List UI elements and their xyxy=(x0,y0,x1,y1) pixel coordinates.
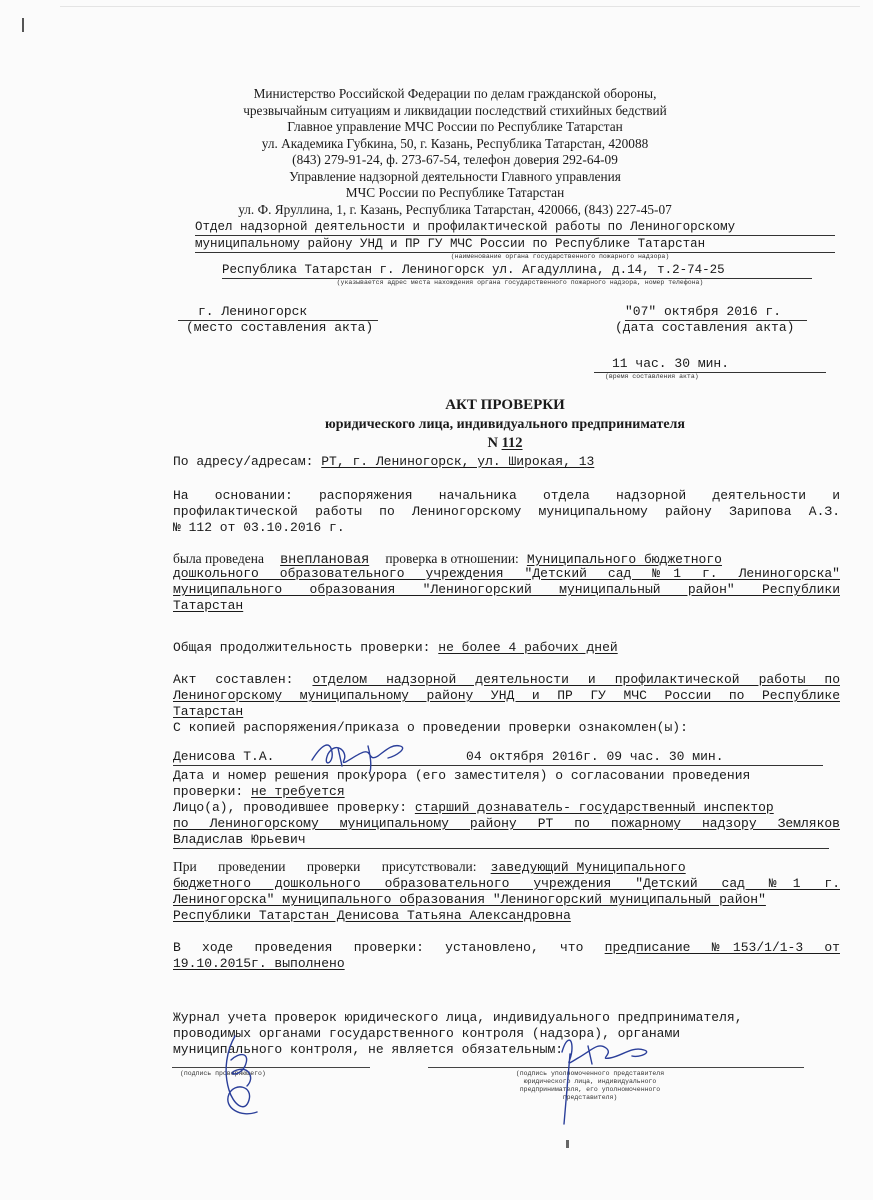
basis-line-3: № 112 от 03.10.2016 г. xyxy=(173,520,345,535)
place-value: г. Лениногорск xyxy=(178,304,378,321)
scan-mark xyxy=(22,18,24,32)
org-line: Главное управление МЧС России по Республике Татарстан xyxy=(287,119,623,134)
org-line: (843) 279-91-24, ф. 273-67-54, телефон доверия 292-64-09 xyxy=(292,152,618,167)
subject-line-3: муниципального образования "Лениногорский муниципальный район" Республики xyxy=(173,582,840,597)
present-line-4: Республики Татарстан Денисова Татьяна Александровна xyxy=(173,908,571,923)
act-number xyxy=(300,434,710,452)
subject-line-1: Муниципального бюджетного xyxy=(526,552,722,567)
subject-line-2: дошкольного образовательного учреждения "Детский сад №1 г. Лениногорска" xyxy=(173,566,840,581)
composed-line-3: Татарстан xyxy=(173,704,244,719)
inspector-line-1: старший дознаватель- государственный инспектор xyxy=(414,800,774,815)
journal-line-3: муниципального контроля, не является обязательным: xyxy=(173,1042,564,1057)
act-number-prefix: N xyxy=(487,435,498,451)
inspection-address-row xyxy=(173,454,840,470)
scan-dot xyxy=(566,1140,569,1148)
duration-value: не более 4 рабочих дней xyxy=(438,640,618,655)
duration-row xyxy=(173,640,840,656)
address-value: РТ, г. Лениногорск, ул. Широкая, 13 xyxy=(321,454,595,469)
date-caption: (дата составления акта) xyxy=(615,320,795,335)
dept-address: Республика Татарстан г. Лениногорск ул. Агадуллина, д.14, т.2-74-25 xyxy=(222,262,812,279)
prosecutor-line-1: Дата и номер решения прокурора (его заместителя) о согласовании проведения xyxy=(173,768,751,783)
org-line: чрезвычайным ситуациям и ликвидации последствий стихийных бедствий xyxy=(243,102,667,118)
copy-label: С копией распоряжения/приказа о проведении проверки ознакомлен(ы): xyxy=(173,720,688,735)
rep-caption-line: юридического лица, индивидуального xyxy=(523,1078,657,1085)
inspector-line-2: по Лениногорскому муниципальному району РТ по пожарному надзору Земляков xyxy=(173,816,840,831)
place-caption: (место составления акта) xyxy=(186,320,374,335)
conducted-type: внеплановая xyxy=(280,553,370,568)
scan-edge xyxy=(60,6,860,7)
rep-caption-line: предпринимателя, его уполномоченного xyxy=(519,1086,661,1093)
address-caption: (указывается адрес места нахождения органа государственного пожарного надзора, номер телефона) xyxy=(336,279,704,286)
copy-name: Денисова Т.А. xyxy=(173,749,275,764)
department-block xyxy=(195,219,835,253)
prosecutor-row xyxy=(173,784,840,800)
signature-inspector xyxy=(205,1030,275,1122)
present-line-1: заведующий Муниципального xyxy=(490,860,686,875)
org-line: Управление надзорной деятельности Главного управления xyxy=(289,168,621,184)
copy-date: 04 октября 2016г. 09 час. 30 мин. xyxy=(466,749,724,764)
composed-line-2: Лениногорскому муниципальному району УНД и ПР ГУ МЧС России по Республике xyxy=(173,688,840,703)
inspector-line-3: Владислав Юрьевич xyxy=(173,832,829,849)
inspector-signature-caption: (подпись проверяющего) xyxy=(180,1070,266,1077)
org-line: Министерство Российской Федерации по делам гражданской обороны, xyxy=(253,86,657,101)
signature-representative xyxy=(548,1028,658,1128)
act-number-value: 112 xyxy=(501,435,523,451)
address-label: По адресу/адресам: xyxy=(173,454,314,469)
journal-line-1: Журнал учета проверок юридического лица, индивидуального предпринимателя, xyxy=(173,1010,743,1025)
dept-caption: (наименование органа государственного пожарного надзора) xyxy=(450,253,670,260)
basis-line-2: профилактической работы по Лениногорскому муниципальному району Зарипова А.З. xyxy=(173,504,840,519)
inspector-label: Лицо(а), проводившее проверку: xyxy=(173,800,408,815)
present-label: При проведении проверки присутствовали: xyxy=(173,859,477,874)
basis-line-1: На основании: распоряжения начальника отдела надзорной деятельности и xyxy=(173,488,840,503)
rep-caption-line: представителя) xyxy=(562,1094,618,1101)
time-caption: (время составления акта) xyxy=(605,373,699,380)
present-line-2: бюджетного дошкольного образовательного учреждения "Детский сад №1 г. xyxy=(173,876,840,891)
copy-row xyxy=(173,749,823,766)
findings-line-2: 19.10.2015г. выполнено xyxy=(173,956,345,971)
findings-label: В ходе проведения проверки: установлено, что xyxy=(173,940,584,955)
prosecutor-label: проверки: xyxy=(173,784,244,799)
journal-line-2: проводимых органами государственного контроля (надзора), органами xyxy=(173,1026,681,1041)
present-row xyxy=(173,858,840,878)
duration-label: Общая продолжительность проверки: xyxy=(173,640,431,655)
present-line-3: Лениногорска" муниципального образования "Лениногорский муниципальный район" xyxy=(173,892,766,907)
dept-line-1: Отдел надзорной деятельности и профилактической работы по Лениногорскому xyxy=(195,219,835,236)
header-org-block xyxy=(150,86,760,218)
act-title: АКТ ПРОВЕРКИ xyxy=(445,397,565,413)
subject-line-4: Татарстан xyxy=(173,598,244,613)
composed-label: Акт составлен: xyxy=(173,672,294,687)
org-line: МЧС России по Республике Татарстан xyxy=(345,185,565,200)
inspector-row xyxy=(173,800,840,816)
org-line: ул. Академика Губкина, 50, г. Казань, Республика Татарстан, 420088 xyxy=(261,135,649,151)
conducted-rel: проверка в отношении: xyxy=(385,551,519,566)
time-value: 11 час. 30 мин. xyxy=(594,356,826,373)
org-line: ул. Ф. Яруллина, 1, г. Казань, Республика Татарстан, 420066, (843) 227-45-07 xyxy=(238,201,672,217)
composed-line-1: отделом надзорной деятельности и профилактической работы по xyxy=(312,672,840,687)
composed-row xyxy=(173,672,840,688)
dept-line-2: муниципальному району УНД и ПР ГУ МЧС России по Республике Татарстан xyxy=(195,236,835,253)
conducted-label: была проведена xyxy=(173,551,264,566)
findings-row xyxy=(173,940,840,956)
act-subtitle: юридического лица, индивидуального предпринимателя xyxy=(325,417,685,432)
findings-line-1: предписание №153/1/1-3 от xyxy=(604,940,840,955)
rep-caption-line: (подпись уполномоченного представителя xyxy=(515,1070,665,1077)
prosecutor-value: не требуется xyxy=(251,784,345,799)
date-value: "07" октября 2016 г. xyxy=(625,304,807,321)
